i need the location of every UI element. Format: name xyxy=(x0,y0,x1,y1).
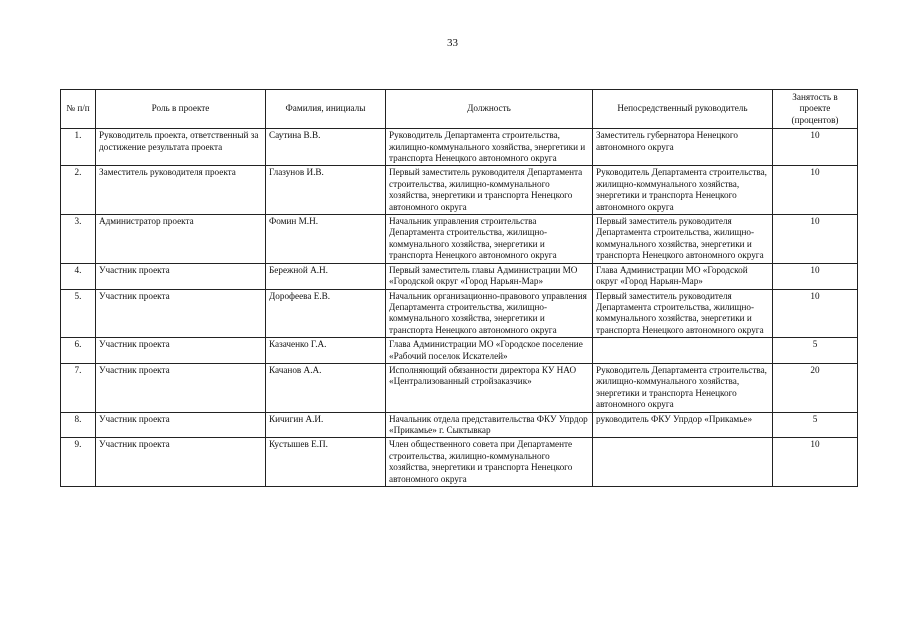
row-role: Участник проекта xyxy=(96,289,266,338)
table-header-row xyxy=(61,90,858,129)
row-number: 6. xyxy=(61,338,96,364)
row-role: Участник проекта xyxy=(96,363,266,412)
row-name: Дорофеева Е.В. xyxy=(266,289,386,338)
row-percent: 10 xyxy=(773,438,858,487)
row-percent: 10 xyxy=(773,289,858,338)
row-role: Участник проекта xyxy=(96,263,266,289)
header-number: № п/п xyxy=(61,90,96,129)
table-row xyxy=(61,338,858,364)
row-percent: 5 xyxy=(773,412,858,438)
row-manager: Руководитель Департамента строительства, жилищно-коммунального хозяйства, энергетики и транспорта Ненецкого автономного округа xyxy=(593,166,773,215)
row-number: 8. xyxy=(61,412,96,438)
table-row xyxy=(61,289,858,338)
row-manager: Первый заместитель руководителя Департамента строительства, жилищно-коммунального хозяйства, энергетики и транспорта Ненецкого автономного округа xyxy=(593,289,773,338)
row-number: 9. xyxy=(61,438,96,487)
row-name: Бережной А.Н. xyxy=(266,263,386,289)
row-position: Начальник управления строительства Департамента строительства, жилищно-коммунального хозяйства, энергетики и транспорта Ненецкого автономного округа xyxy=(386,215,593,264)
row-number: 2. xyxy=(61,166,96,215)
row-name: Саутина В.В. xyxy=(266,129,386,166)
table-row xyxy=(61,129,858,166)
table-row xyxy=(61,263,858,289)
table-row xyxy=(61,215,858,264)
page-number: 33 xyxy=(447,37,458,49)
row-role: Участник проекта xyxy=(96,438,266,487)
row-role: Участник проекта xyxy=(96,338,266,364)
row-manager xyxy=(593,438,773,487)
row-percent: 20 xyxy=(773,363,858,412)
row-manager xyxy=(593,338,773,364)
row-number: 3. xyxy=(61,215,96,264)
header-manager: Непосредственный руководитель xyxy=(593,90,773,129)
header-name: Фамилия, инициалы xyxy=(266,90,386,129)
row-number: 5. xyxy=(61,289,96,338)
row-position: Первый заместитель главы Администрации МО «Городской округ «Город Нарьян-Мар» xyxy=(386,263,593,289)
row-name: Качанов А.А. xyxy=(266,363,386,412)
row-manager: Первый заместитель руководителя Департамента строительства, жилищно-коммунального хозяйства, энергетики и транспорта Ненецкого автономного округа xyxy=(593,215,773,264)
row-manager: руководитель ФКУ Упрдор «Прикамье» xyxy=(593,412,773,438)
table-row xyxy=(61,363,858,412)
table-row xyxy=(61,412,858,438)
row-role: Участник проекта xyxy=(96,412,266,438)
row-position: Глава Администрации МО «Городское поселение «Рабочий поселок Искателей» xyxy=(386,338,593,364)
row-percent: 10 xyxy=(773,215,858,264)
row-name: Глазунов И.В. xyxy=(266,166,386,215)
row-role: Руководитель проекта, ответственный за достижение результата проекта xyxy=(96,129,266,166)
row-position: Начальник организационно-правового управления Департамента строительства, жилищно-коммунального хозяйства, энергетики и транспорта Ненецкого автономного округа xyxy=(386,289,593,338)
row-percent: 10 xyxy=(773,166,858,215)
row-percent: 10 xyxy=(773,129,858,166)
row-position: Руководитель Департамента строительства, жилищно-коммунального хозяйства, энергетики и транспорта Ненецкого автономного округа xyxy=(386,129,593,166)
header-role: Роль в проекте xyxy=(96,90,266,129)
header-position: Должность xyxy=(386,90,593,129)
row-manager: Руководитель Департамента строительства, жилищно-коммунального хозяйства, энергетики и транспорта Ненецкого автономного округа xyxy=(593,363,773,412)
row-name: Кустышев Е.П. xyxy=(266,438,386,487)
row-role: Заместитель руководителя проекта xyxy=(96,166,266,215)
row-position: Исполняющий обязанности директора КУ НАО «Централизованный стройзаказчик» xyxy=(386,363,593,412)
row-position: Начальник отдела представительства ФКУ Упрдор «Прикамье» г. Сыктывкар xyxy=(386,412,593,438)
table-row xyxy=(61,438,858,487)
row-manager: Заместитель губернатора Ненецкого автономного округа xyxy=(593,129,773,166)
row-number: 4. xyxy=(61,263,96,289)
row-number: 7. xyxy=(61,363,96,412)
table-row xyxy=(61,166,858,215)
row-percent: 5 xyxy=(773,338,858,364)
header-percent: Занятость в проекте (процентов) xyxy=(773,90,858,129)
row-manager: Глава Администрации МО «Городской округ «Город Нарьян-Мар» xyxy=(593,263,773,289)
row-percent: 10 xyxy=(773,263,858,289)
row-name: Казаченко Г.А. xyxy=(266,338,386,364)
row-position: Первый заместитель руководителя Департамента строительства, жилищно-коммунального хозяйства, энергетики и транспорта Ненецкого автономного округа xyxy=(386,166,593,215)
row-name: Кичигин А.И. xyxy=(266,412,386,438)
row-number: 1. xyxy=(61,129,96,166)
row-role: Администратор проекта xyxy=(96,215,266,264)
row-name: Фомин М.Н. xyxy=(266,215,386,264)
project-team-table xyxy=(60,89,858,487)
row-position: Член общественного совета при Департаменте строительства, жилищно-коммунального хозяйства, энергетики и транспорта Ненецкого автономного округа xyxy=(386,438,593,487)
